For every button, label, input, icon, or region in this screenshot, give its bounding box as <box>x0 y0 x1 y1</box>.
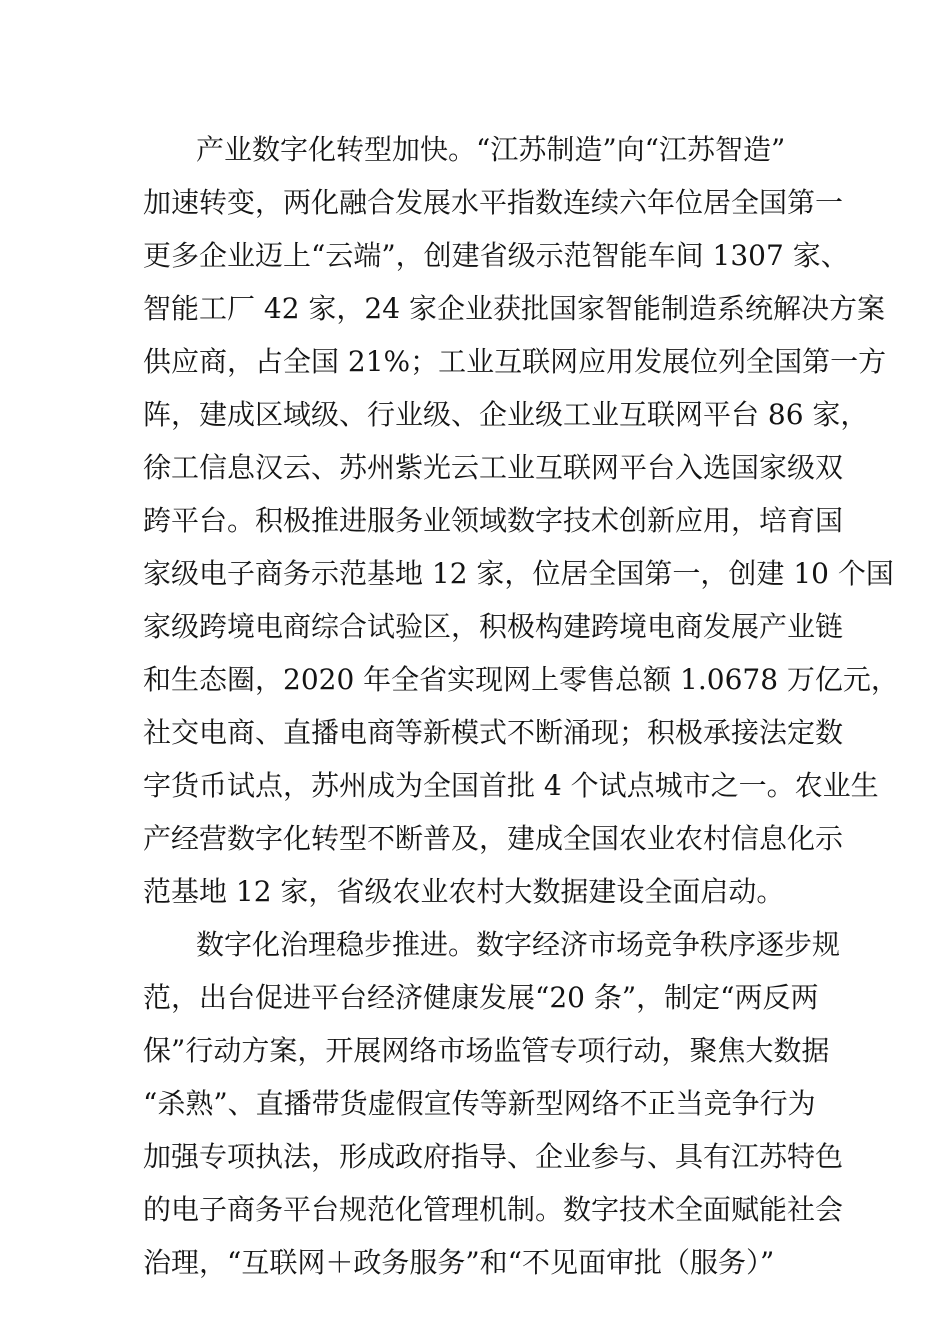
paragraph-1-line-3: 更多企业迈上“云端”，创建省级示范智能车间 1307 家、 <box>143 239 849 272</box>
paragraph-1-line-12: 社交电商、直播电商等新模式不断涌现；积极承接法定数 <box>143 716 844 749</box>
paragraph-1-line-1: 产业数字化转型加快。“江苏制造”向“江苏智造” <box>196 133 786 166</box>
paragraph-1-line-11: 和生态圈，2020 年全省实现网上零售总额 1.0678 万亿元， <box>143 663 899 696</box>
paragraph-1-line-5: 供应商，占全国 21%；工业互联网应用发展位列全国第一方 <box>143 345 887 378</box>
paragraph-1-line-2: 加速转变，两化融合发展水平指数连续六年位居全国第一 <box>143 186 844 219</box>
paragraph-1-line-15: 范基地 12 家，省级农业农村大数据建设全面启动。 <box>143 875 785 908</box>
paragraph-1-line-13: 字货币试点，苏州成为全国首批 4 个试点城市之一。农业生 <box>143 769 879 802</box>
paragraph-2-line-4: “杀熟”、直播带货虚假宣传等新型网络不正当竞争行为 <box>143 1087 816 1120</box>
paragraph-2-line-7: 治理，“互联网＋政务服务”和“不见面审批（服务）” <box>143 1246 775 1279</box>
paragraph-1-line-7: 徐工信息汉云、苏州紫光云工业互联网平台入选国家级双 <box>143 451 844 484</box>
paragraph-2-line-1: 数字化治理稳步推进。数字经济市场竞争秩序逐步规 <box>196 928 841 961</box>
paragraph-2-line-6: 的电子商务平台规范化管理机制。数字技术全面赋能社会 <box>143 1193 844 1226</box>
paragraph-2-line-5: 加强专项执法，形成政府指导、企业参与、具有江苏特色 <box>143 1140 844 1173</box>
paragraph-1-line-4: 智能工厂 42 家，24 家企业获批国家智能制造系统解决方案 <box>143 292 885 325</box>
paragraph-1-line-14: 产经营数字化转型不断普及，建成全国农业农村信息化示 <box>143 822 844 855</box>
paragraph-1-line-9: 家级电子商务示范基地 12 家，位居全国第一，创建 10 个国 <box>143 557 894 590</box>
paragraph-1-line-8: 跨平台。积极推进服务业领域数字技术创新应用，培育国 <box>143 504 844 537</box>
paragraph-1-line-10: 家级跨境电商综合试验区，积极构建跨境电商发展产业链 <box>143 610 844 643</box>
paragraph-2-line-3: 保”行动方案，开展网络市场监管专项行动，聚焦大数据 <box>143 1034 830 1067</box>
paragraph-1-line-6: 阵，建成区域级、行业级、企业级工业互联网平台 86 家， <box>143 398 869 431</box>
paragraph-2-line-2: 范，出台促进平台经济健康发展“20 条”，制定“两反两 <box>143 981 819 1014</box>
